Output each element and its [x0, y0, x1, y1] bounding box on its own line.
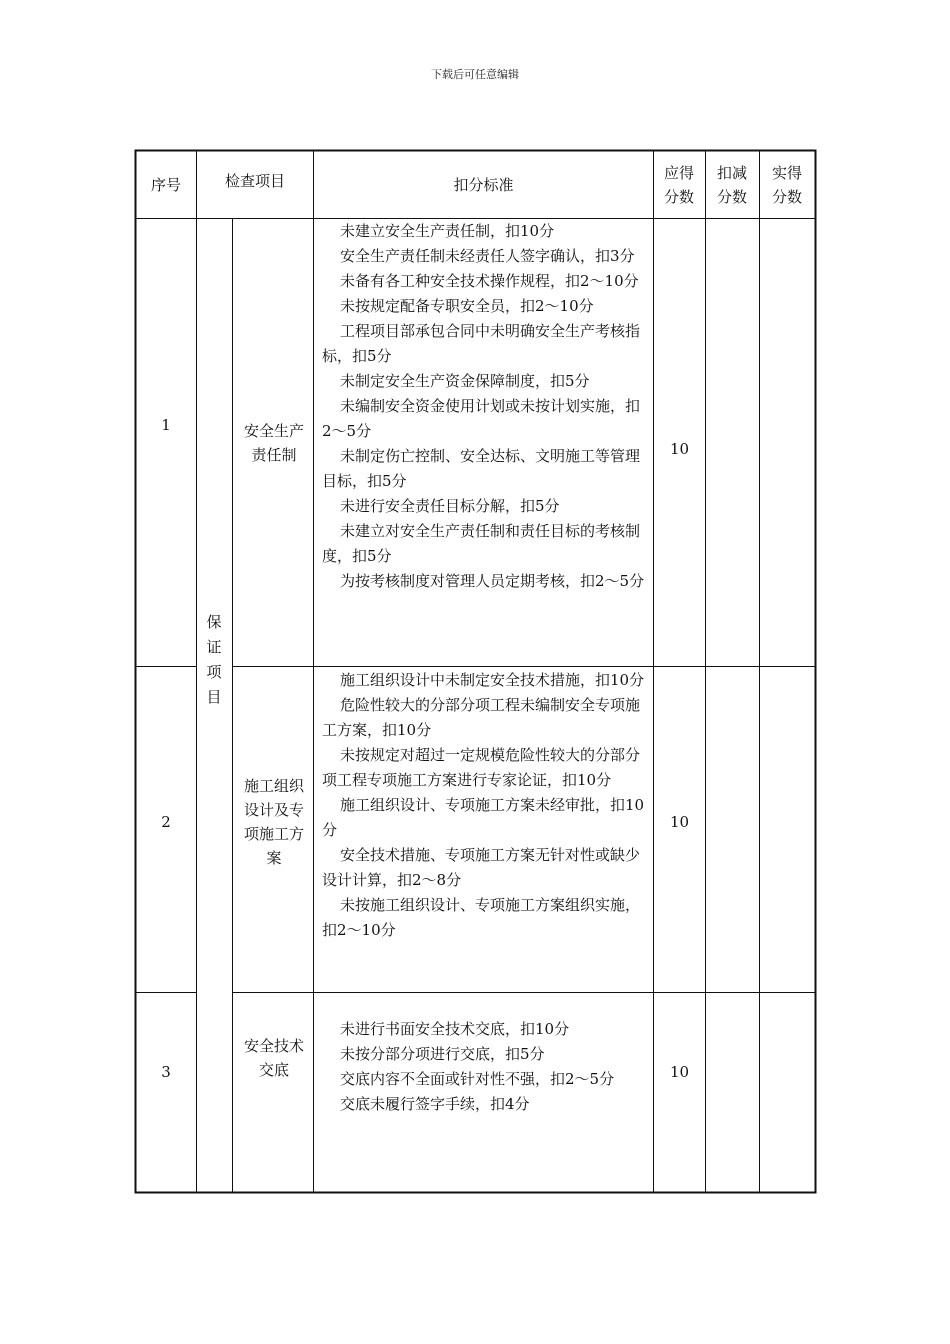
criterion: 未备有各工种安全技术操作规程，扣2～10分	[340, 272, 639, 290]
criterion: 未按分部分项进行交底，扣5分	[340, 1045, 545, 1063]
criterion: 未进行安全责任目标分解，扣5分	[340, 497, 560, 515]
row-max-score: 10	[669, 440, 690, 458]
criterion: 危险性较大的分部分项工程未编制安全专项施工方案，扣10分	[322, 696, 641, 739]
criterion: 未制定安全生产资金保障制度，扣5分	[340, 372, 590, 390]
criterion: 未按规定配备专职安全员，扣2～10分	[340, 297, 594, 315]
criterion: 安全生产责任制未经责任人签字确认，扣3分	[340, 247, 635, 265]
criterion: 未按规定对超过一定规模危险性较大的分部分项工程专项施工方案进行专家论证，扣10分	[322, 746, 641, 789]
row-max-score: 10	[669, 813, 690, 831]
category-label: 保证项目	[206, 613, 222, 706]
criterion: 未编制安全资金使用计划或未按计划实施，扣2～5分	[322, 397, 641, 440]
criterion: 未按施工组织设计、专项施工方案组织实施，扣2～10分	[322, 896, 641, 939]
row-criteria	[322, 668, 648, 943]
row-seq: 3	[161, 1062, 171, 1081]
criterion: 未建立安全生产责任制，扣10分	[340, 222, 555, 240]
row-item: 安全技术交底	[244, 1037, 305, 1079]
row-item: 安全生产责任制	[244, 421, 305, 464]
criterion: 未制定伤亡控制、安全达标、文明施工等管理目标，扣5分	[322, 447, 641, 490]
row-item: 施工组织设计及专项施工方案	[244, 777, 305, 867]
header-criteria: 扣分标准	[453, 175, 514, 194]
criterion: 为按考核制度对管理人员定期考核，扣2～5分	[340, 572, 645, 590]
row-max-score: 10	[669, 1062, 690, 1081]
criterion: 施工组织设计中未制定安全技术措施，扣10分	[340, 671, 645, 689]
criterion: 施工组织设计、专项施工方案未经审批，扣10分	[322, 796, 645, 839]
criterion: 交底未履行签字手续，扣4分	[340, 1095, 530, 1113]
row-seq: 1	[161, 416, 171, 434]
criterion: 交底内容不全面或针对性不强，扣2～5分	[340, 1070, 615, 1088]
header-check-item: 检查项目	[224, 172, 285, 190]
page-header-note: 下载后可任意编辑	[431, 68, 519, 81]
criterion: 未进行书面安全技术交底，扣10分	[340, 1020, 570, 1038]
criterion: 安全技术措施、专项施工方案无针对性或缺少设计计算，扣2～8分	[322, 846, 641, 889]
row-criteria	[322, 1017, 648, 1117]
header-deduct: 扣减分数	[716, 163, 747, 206]
header-max-score: 应得分数	[663, 163, 694, 206]
header-seq: 序号	[150, 175, 181, 194]
criterion: 未建立对安全生产责任制和责任目标的考核制度，扣5分	[322, 522, 641, 565]
criterion: 工程项目部承包合同中未明确安全生产考核指标，扣5分	[322, 322, 641, 365]
header-actual: 实得分数	[771, 163, 802, 206]
row-seq: 2	[161, 813, 171, 831]
row-criteria	[322, 219, 648, 594]
